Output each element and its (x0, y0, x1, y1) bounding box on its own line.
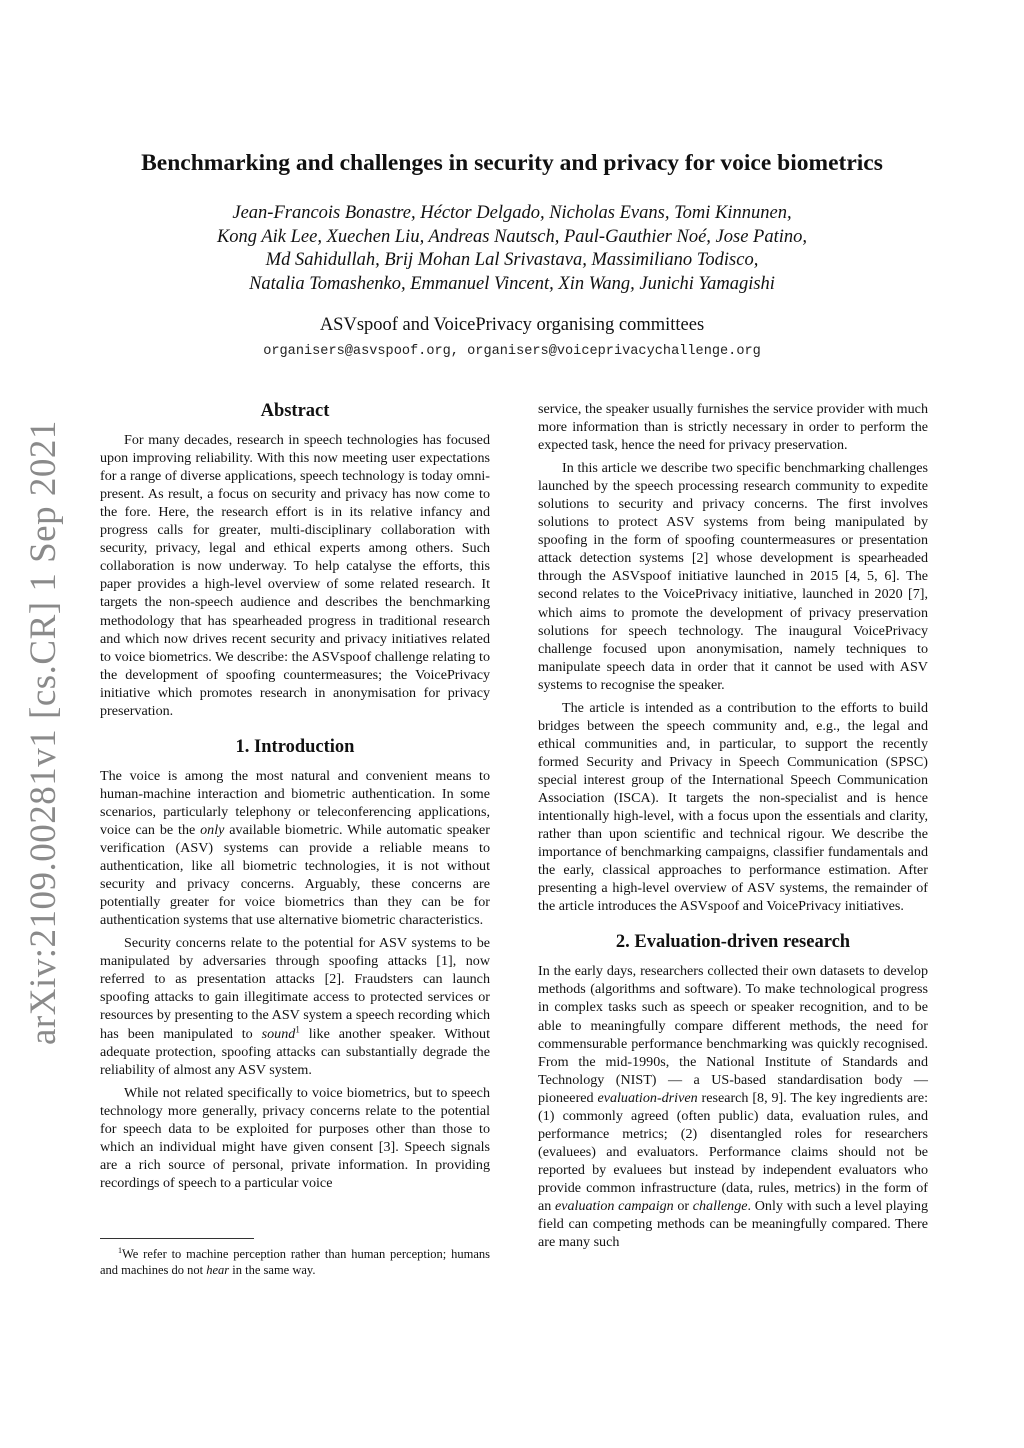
footnote: $^1$We refer to machine perception rather than human perception; humans and machines do not hear in the same way. (100, 1246, 490, 1278)
evaluation-heading: 2. Evaluation-driven research (615, 932, 851, 953)
author-line: Md Sahidullah, Brij Mohan Lal Srivastava, Massimiliano Todisco, (265, 250, 759, 270)
abstract-text: For many decades, research in speech technologies has focused upon improving reliability. With this now meeting user expectations for a range of diverse applications, speech technology is today omni-present. As result, a focus on security and privacy has now come to the fore. Here, the research effort is in its relative infancy and progress calls for greater, multi-disciplinary collaboration with security, privacy, legal and ethical experts among others. Such collaboration is now underway. To help catalyse the efforts, this paper provides a high-level overview of some related research. It targets the non-speech audience and describes the benchmarking methodology that has spearheaded progress in traditional research and which now drives recent security and privacy initiatives related to voice biometrics. We describe: the ASVspoof challenge relating to the development of spoofing countermeasures; the VoicePrivacy initiative which promotes research in anonymisation for privacy preservation. (100, 432, 490, 719)
author-line: Natalia Tomashenko, Emmanuel Vincent, Xin Wang, Junichi Yamagishi (249, 273, 775, 294)
author-list (0, 202, 1024, 296)
arxiv-identifier: arXiv:2109.00281v1 [cs.CR] 1 Sep 2021 (23, 420, 64, 1045)
intro-paragraph-3: While not related specifically to voice biometrics, but to speech technology more generally, privacy concerns relate to the potential for speech data to be exploited for purposes other than those to which an individual might have given consent [3]. Speech signals are a rich source of personal, private information. In providing recordings of speech to a particular voice (100, 1084, 490, 1191)
intro-paragraph-1: The voice is among the most natural and convenient means to human-machine interaction and biometric authentication. In some scenarios, particularly telephony or teleconferencing applications, voice can be the only available biometric. While automatic speaker verification (ASV) systems can provide a reliable means to authentication, like all biometric technologies, it is not without security and privacy concerns. Arguably, these concerns are potentially greater for voice biometrics than they can be for authentication systems that use alternative biometric characteristics. (100, 767, 490, 929)
abstract-heading: Abstract (260, 401, 330, 421)
contact-emails: organisers@asvspoof.org, organisers@voiceprivacychallenge.org (263, 344, 761, 359)
footnote-ref: 1 (295, 1023, 300, 1034)
affiliation: ASVspoof and VoicePrivacy organising committees (319, 315, 705, 335)
footnote-divider (100, 1238, 254, 1239)
paper-title: Benchmarking and challenges in security and privacy for voice biometrics (141, 150, 883, 176)
right-column (538, 400, 928, 1251)
author-line: Kong Aik Lee, Xuechen Liu, Andreas Nautsch, Paul-Gauthier Noé, Jose Patino, (216, 226, 808, 247)
introduction-heading: 1. Introduction (235, 736, 355, 757)
right-paragraph-2: In this article we describe two specific benchmarking challenges launched by the speech processing research community to expedite solutions to security and privacy concerns. The first involves solutions to protect ASV systems from being manipulated by spoofing in the form of spoofing countermeasures or presentation attack detection systems [2] whose development is spearheaded through the ASVspoof initiative launched in 2015 [4, 5, 6]. The second relates to the VoicePrivacy initiative, launched in 2020 [7], which aims to promote the development of privacy preservation solutions for speech technology. The inaugural VoicePrivacy challenge focused upon anonymisation, namely techniques to manipulate speech data in order that it cannot be used with ASV systems to recognise the speaker. (538, 460, 928, 693)
right-paragraph-3: The article is intended as a contribution to the efforts to build bridges between the speech community and, e.g., the legal and ethical communities and, in particular, to support the recently formed Security and Privacy in Speech Communication (SPSC) special interest group of the International Speech Communication Association (ISCA). It targets the non-specialist and is hence intentionally high-level, with a focus upon the essentials and clarity, rather than upon scientific and technical rigour. We describe the importance of benchmarking campaigns, classifier fundamentals and the early, classical approaches to performance estimation. After presenting a high-level overview of ASV systems, the remainder of the article introduces the ASVspoof and VoicePrivacy initiatives. (538, 699, 928, 915)
evaluation-paragraph: In the early days, researchers collected their own datasets to develop methods (algorithms and software). To make technological progress in complex tasks such as speech or speaker recognition, and to be able to meaningfully compare different methods, the need for commensurable performance benchmarking was quickly recognised. From the mid-1990s, the National Institute of Standards and Technology (NIST) — a US-based standardisation body — pioneered evaluation-driven research [8, 9]. The key ingredients are: (1) commonly agreed (often public) data, evaluation rules, and performance metrics; (2) disentangled roles for researchers (evaluees) and evaluators. Performance claims should not be reported by evaluees but instead by independent evaluators who provide common infrastructure (data, rules, metrics) in the form of an evaluation campaign or challenge. Only with such a level playing field can competing methods can be meaningfully compared. There are many such (538, 963, 928, 1251)
intro-paragraph-2: Security concerns relate to the potential for ASV systems to be manipulated by adversaries through spoofing attacks [1], now referred to as presentation attacks [2]. Fraudsters can launch spoofing attacks to gain illegitimate access to protected services or resources by presenting to the ASV system a speech recording which has been manipulated to sound$^1$ like another speaker. Without adequate protection, spoofing attacks can substantially degrade the reliability of almost any ASV system. (100, 935, 490, 1078)
right-paragraph-1: service, the speaker usually furnishes the service provider with much more information than is strictly necessary in order to perform the expected task, hence the need for privacy preservation. (538, 401, 928, 454)
author-line: Jean-Francois Bonastre, Héctor Delgado, Nicholas Evans, Tomi Kinnunen, (232, 203, 792, 223)
left-column (100, 400, 490, 1192)
